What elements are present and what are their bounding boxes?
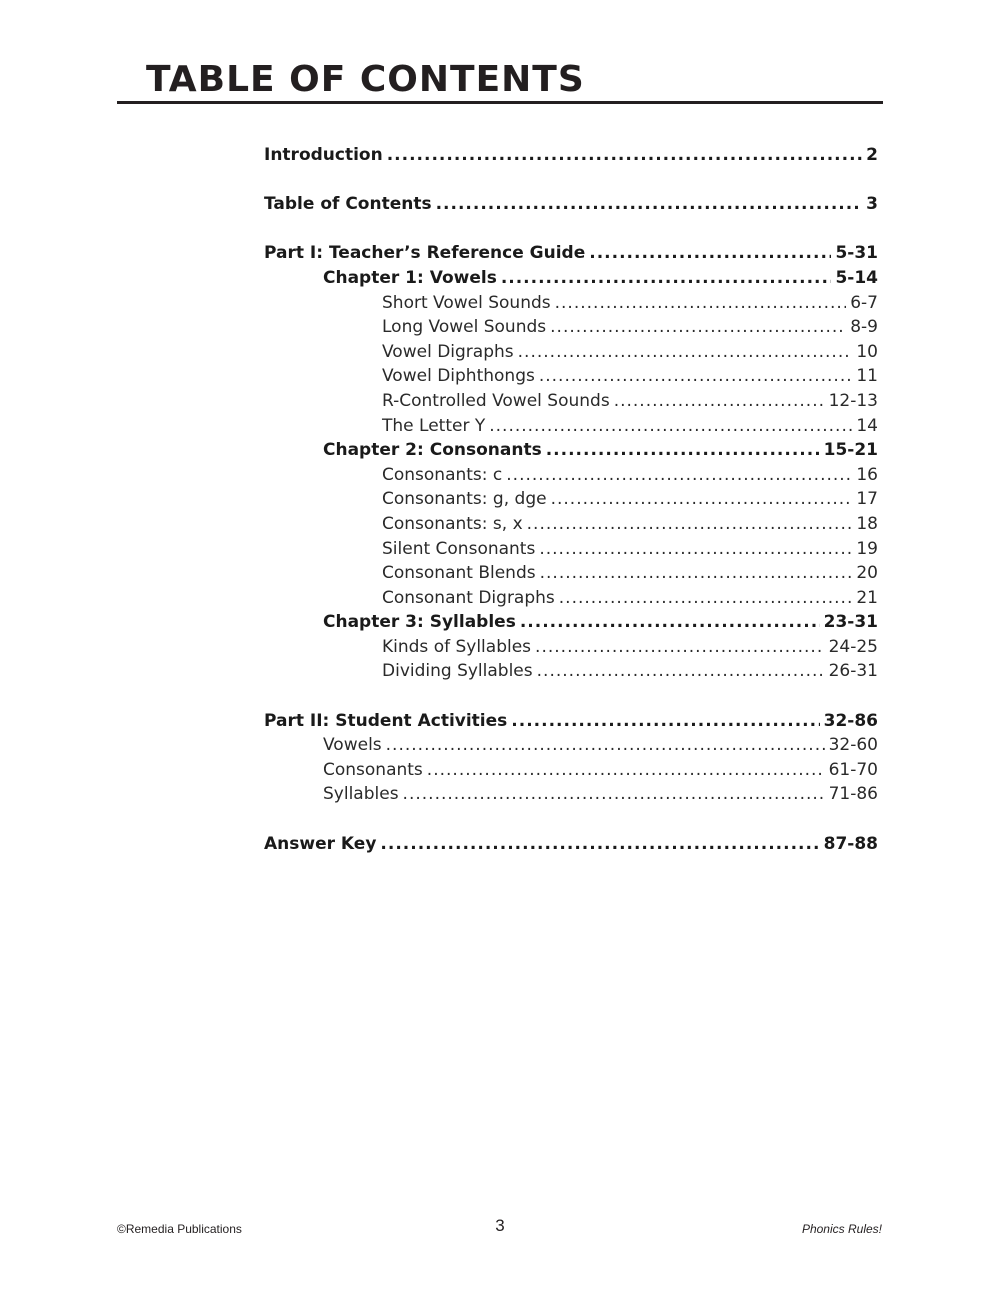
dot-leader xyxy=(539,364,853,389)
toc-entry-page: 14 xyxy=(856,415,878,436)
toc-entry-label: Consonant Blends xyxy=(382,563,536,584)
toc-entry-label: Consonant Digraphs xyxy=(382,587,555,608)
toc-entry-page: 5-14 xyxy=(835,267,878,288)
toc-entry-chapter-1[interactable] xyxy=(264,266,878,291)
toc-entry-page: 2 xyxy=(866,145,878,165)
toc-entry-label: The Letter Y xyxy=(382,415,486,436)
toc-entry-consonant-blends[interactable] xyxy=(264,561,878,586)
toc-entry-page: 6-7 xyxy=(850,292,878,313)
title-underline xyxy=(117,101,883,104)
dot-leader xyxy=(518,340,853,365)
dot-leader xyxy=(539,537,852,562)
toc-entry-label: Chapter 3: Syllables xyxy=(323,612,516,633)
dot-leader xyxy=(537,659,825,684)
toc-entry-page: 10 xyxy=(856,341,878,362)
toc-entry-vowel-digraphs[interactable] xyxy=(264,340,878,365)
footer-page-number: 3 xyxy=(495,1216,505,1235)
toc-entry-kinds-of-syllables[interactable] xyxy=(264,635,878,660)
toc-entry-page: 71-86 xyxy=(828,784,878,805)
toc-entry-page: 5-31 xyxy=(835,243,878,264)
toc-entry-label: Short Vowel Sounds xyxy=(382,292,551,313)
toc-entry-page: 3 xyxy=(866,194,878,215)
toc-entry-consonants-s-x[interactable] xyxy=(264,512,878,537)
toc-entry-label: Vowel Diphthongs xyxy=(382,366,535,387)
toc-entry-r-controlled-vowel-sounds[interactable] xyxy=(264,389,878,414)
toc-entry-consonants-c[interactable] xyxy=(264,463,878,488)
toc-entry-page: 15-21 xyxy=(823,440,878,461)
dot-leader xyxy=(540,561,853,586)
toc-entry-label: Consonants: s, x xyxy=(382,513,523,534)
toc-entry-page: 11 xyxy=(856,366,878,387)
toc-entry-label: Consonants: c xyxy=(382,464,503,485)
dot-leader xyxy=(535,635,825,660)
toc-entry-answer-key[interactable] xyxy=(264,832,878,857)
toc-entry-part-1[interactable] xyxy=(264,241,878,266)
toc-entry-page: 12-13 xyxy=(828,390,878,411)
toc-entry-page: 20 xyxy=(856,563,878,584)
dot-leader xyxy=(380,832,819,857)
toc-entry-page: 8-9 xyxy=(850,317,878,338)
toc-entry-long-vowel-sounds[interactable] xyxy=(264,315,878,340)
toc-entry-label: Syllables xyxy=(323,784,399,805)
toc-entry-page: 26-31 xyxy=(828,661,878,682)
toc-entry-syllables[interactable] xyxy=(264,782,878,807)
toc-entry-vowel-diphthongs[interactable] xyxy=(264,364,878,389)
dot-leader xyxy=(489,414,852,439)
toc-entry-dividing-syllables[interactable] xyxy=(264,659,878,684)
toc-entry-page: 18 xyxy=(856,513,878,534)
toc-entry-label: Dividing Syllables xyxy=(382,661,533,682)
dot-leader xyxy=(527,512,853,537)
toc-entry-label: Kinds of Syllables xyxy=(382,636,532,657)
dot-leader xyxy=(506,463,852,488)
dot-leader xyxy=(403,782,825,807)
toc-entry-label: Consonants: g, dge xyxy=(382,489,547,510)
toc-entry-page: 32-86 xyxy=(823,710,878,731)
toc-entry-label: Table of Contents xyxy=(264,194,432,215)
dot-leader xyxy=(614,389,825,414)
dot-leader xyxy=(559,586,853,611)
toc-entry-label: R-Controlled Vowel Sounds xyxy=(382,390,610,411)
toc-entry-page: 16 xyxy=(856,464,878,485)
dot-leader xyxy=(520,610,820,635)
toc-entry-label: Introduction xyxy=(264,145,383,165)
toc-entry-consonant-digraphs[interactable] xyxy=(264,586,878,611)
toc-entry-label: Silent Consonants xyxy=(382,538,536,559)
toc-entry-chapter-3[interactable] xyxy=(264,610,878,635)
toc-entry-label: Chapter 1: Vowels xyxy=(323,267,497,288)
toc-entry-table-of-contents[interactable] xyxy=(264,192,878,217)
toc-entry-label: Vowel Digraphs xyxy=(382,341,514,362)
toc-entry-page: 32-60 xyxy=(828,735,878,756)
toc-entry-consonants-g-dge[interactable] xyxy=(264,487,878,512)
page-title: TABLE OF CONTENTS xyxy=(146,59,585,100)
toc-entry-introduction[interactable] xyxy=(264,143,878,168)
toc-entry-page: 23-31 xyxy=(823,612,878,633)
toc-entry-page: 19 xyxy=(856,538,878,559)
toc-entry-short-vowel-sounds[interactable] xyxy=(264,291,878,316)
footer-book-title: Phonics Rules! xyxy=(801,1222,882,1236)
toc-entry-page: 17 xyxy=(856,489,878,510)
dot-leader xyxy=(386,733,825,758)
toc-entry-label: Part I: Teacher’s Reference Guide xyxy=(264,243,586,264)
dot-leader xyxy=(427,758,825,783)
dot-leader xyxy=(551,487,853,512)
toc-entry-label: Answer Key xyxy=(264,833,377,854)
toc-entry-vowels[interactable] xyxy=(264,733,878,758)
toc-entry-label: Consonants xyxy=(323,759,423,780)
dot-leader xyxy=(550,315,846,340)
table-of-contents xyxy=(264,143,878,856)
toc-entry-label: Part II: Student Activities xyxy=(264,710,508,731)
toc-entry-page: 21 xyxy=(856,587,878,608)
dot-leader xyxy=(511,709,819,734)
toc-entry-page: 24-25 xyxy=(828,636,878,657)
dot-leader xyxy=(555,291,847,316)
toc-entry-chapter-2[interactable] xyxy=(264,438,878,463)
dot-leader xyxy=(546,438,820,463)
dot-leader xyxy=(387,143,862,168)
toc-entry-silent-consonants[interactable] xyxy=(264,537,878,562)
toc-entry-the-letter-y[interactable] xyxy=(264,414,878,439)
toc-entry-consonants[interactable] xyxy=(264,758,878,783)
toc-entry-page: 61-70 xyxy=(828,759,878,780)
toc-entry-label: Chapter 2: Consonants xyxy=(323,440,542,461)
dot-leader xyxy=(436,192,863,217)
toc-entry-page: 87-88 xyxy=(823,833,878,854)
toc-entry-part-2[interactable] xyxy=(264,709,878,734)
dot-leader xyxy=(501,266,832,291)
toc-entry-label: Long Vowel Sounds xyxy=(382,317,547,338)
dot-leader xyxy=(589,241,831,266)
footer-publisher: ©Remedia Publications xyxy=(117,1222,242,1236)
toc-entry-label: Vowels xyxy=(323,735,382,756)
